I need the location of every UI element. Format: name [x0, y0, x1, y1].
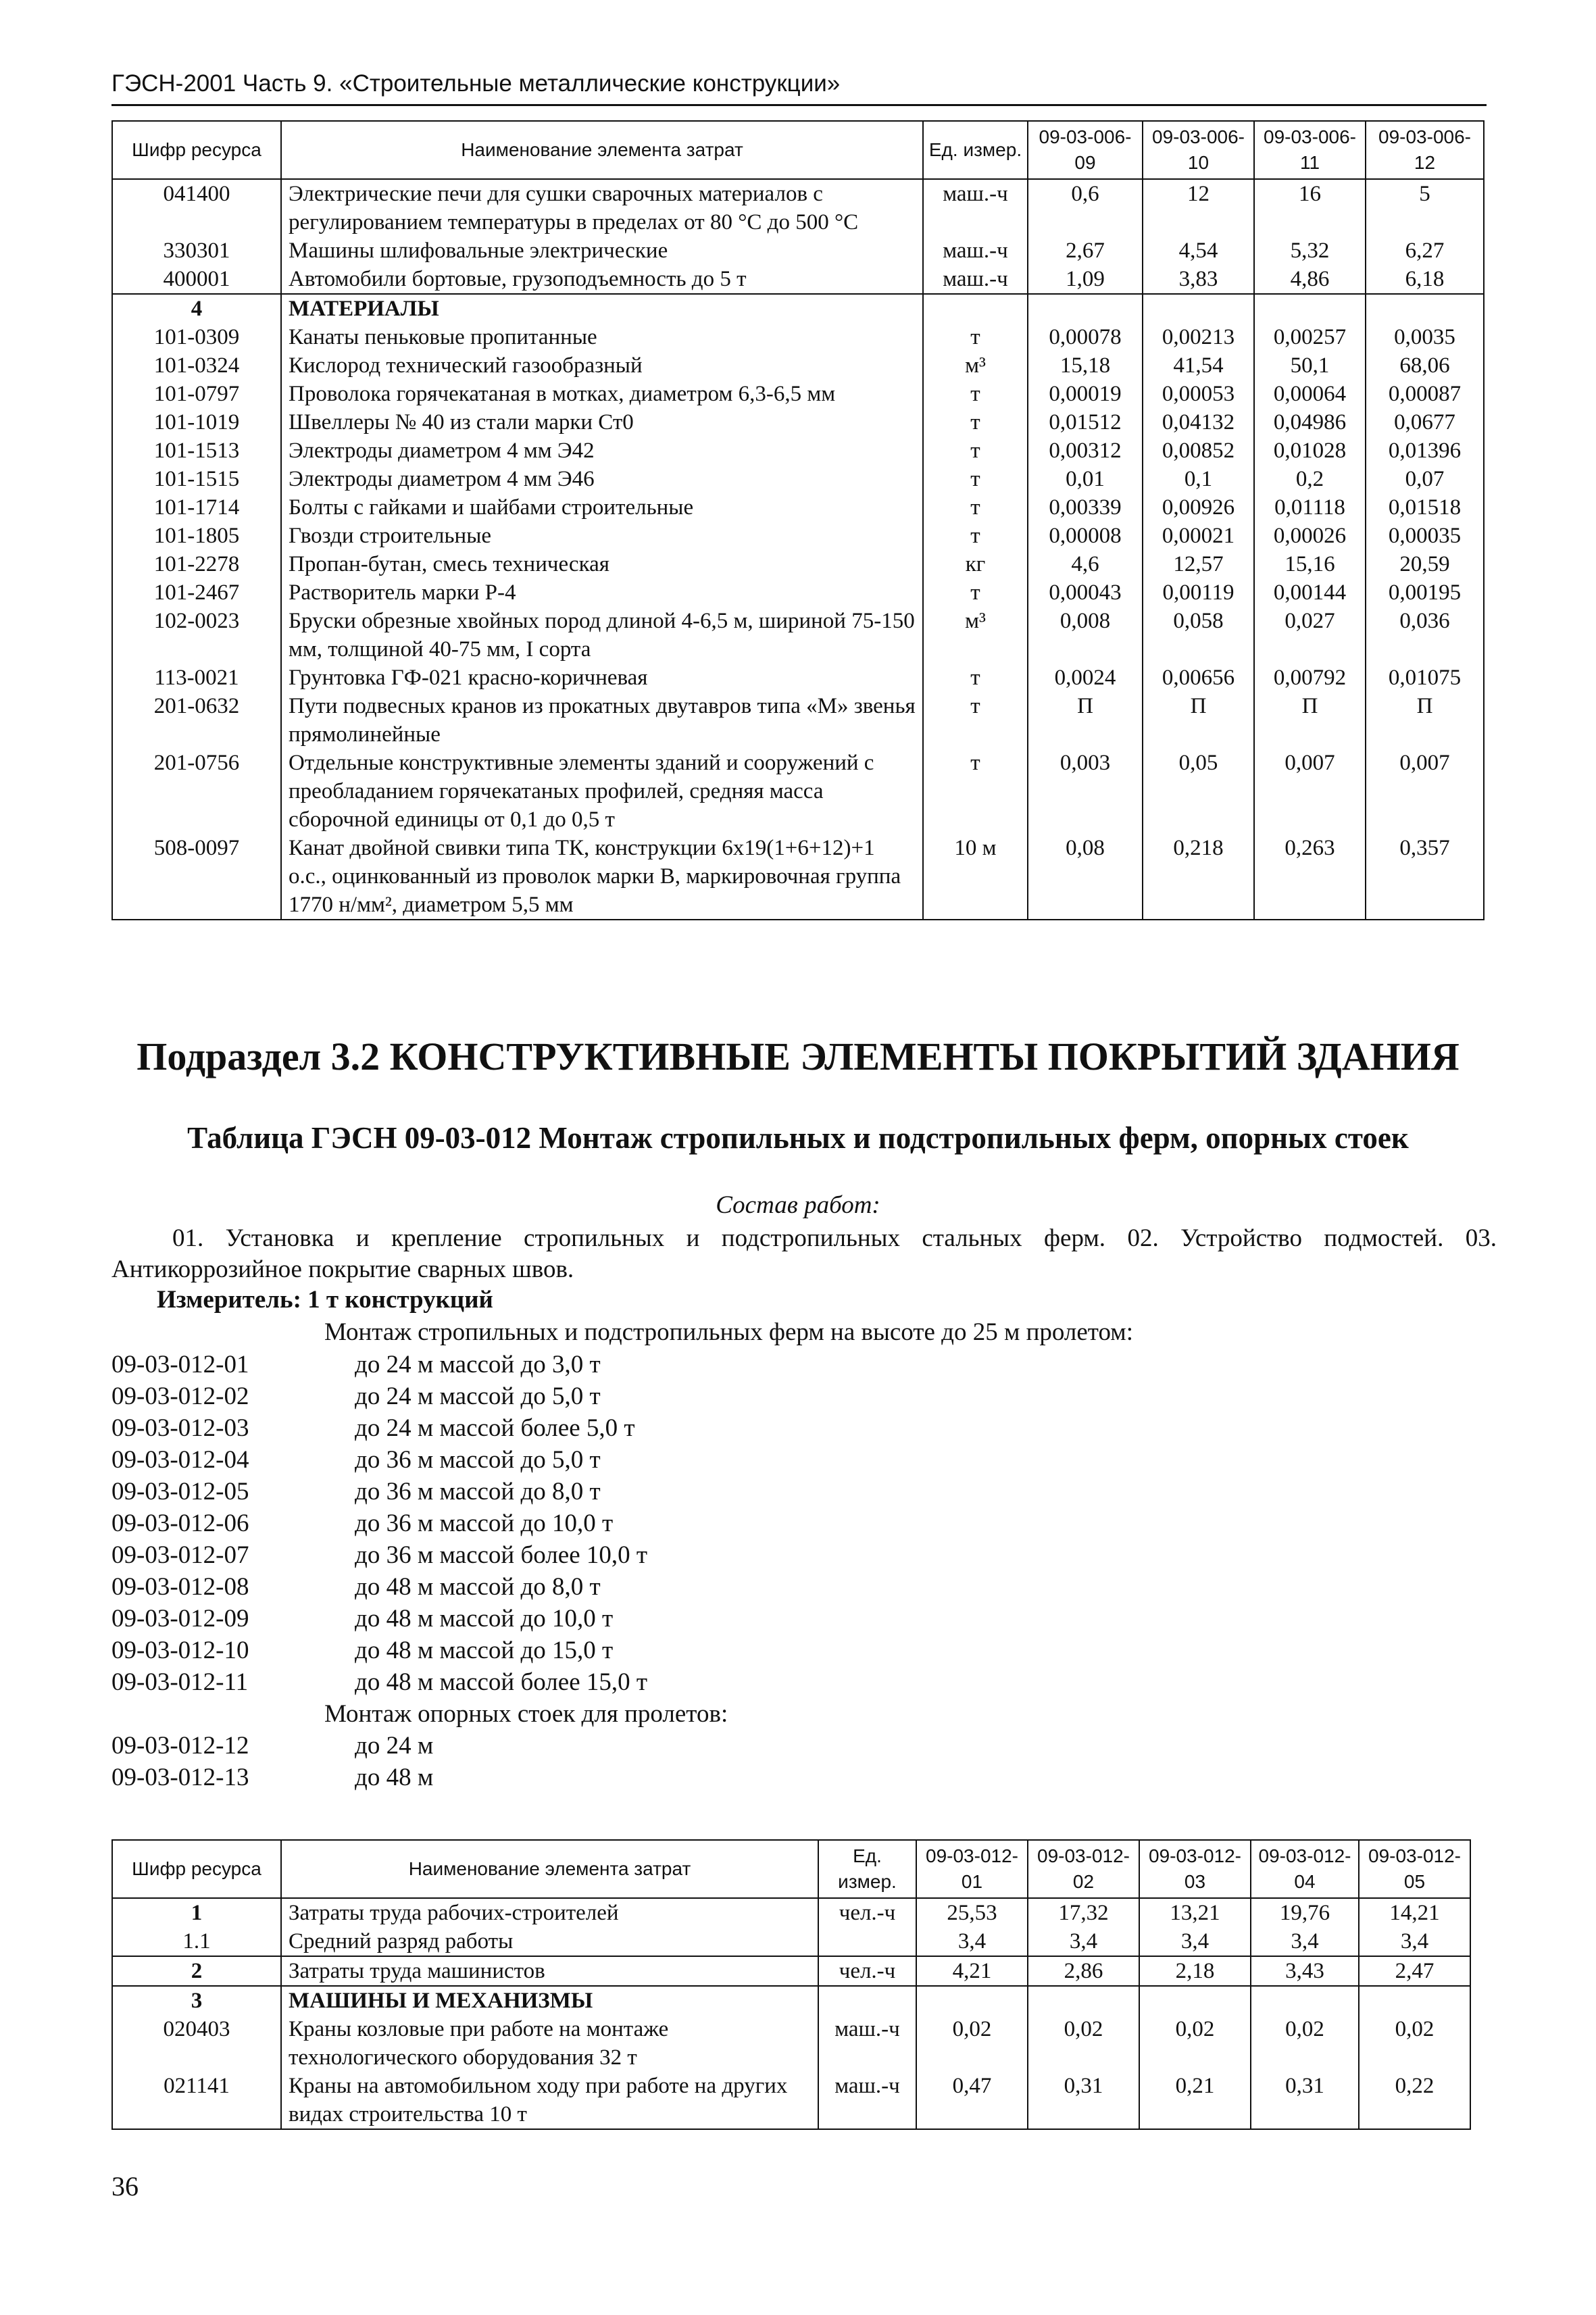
value-cell: 0,02: [916, 2015, 1028, 2072]
resource-code-cell: 2: [112, 1956, 281, 1986]
value-cell: 0,07: [1366, 465, 1484, 493]
unit-cell: т: [923, 465, 1028, 493]
value-cell: 0,01028: [1254, 437, 1366, 465]
norm-code: 09-03-012-08: [111, 1573, 249, 1601]
value-cell: 0,00656: [1143, 664, 1254, 692]
resource-name-cell: Канат двойной свивки типа ТК, конструкции 6х19(1+6+12)+1 о.с., оцинкованный из проволок марки В, маркировочная группа 1770 н/мм², диаметром 5,5 мм: [281, 834, 923, 920]
value-cell: 0,036: [1366, 607, 1484, 664]
value-cell: 0,027: [1254, 607, 1366, 664]
resource-code-cell: 102-0023: [112, 607, 281, 664]
table-row: [112, 1898, 1470, 1927]
resource-name-cell: Растворитель марки Р-4: [281, 578, 923, 607]
resource-code-cell: 400001: [112, 265, 281, 294]
header-cell: 09-03-012-02: [1028, 1840, 1139, 1898]
table-row: [112, 607, 1484, 664]
resource-code-cell: 201-0756: [112, 749, 281, 834]
table-row: [112, 351, 1484, 380]
norm-code-row: [111, 1571, 728, 1603]
norm-code-row: [111, 1762, 728, 1793]
norm-code: 09-03-012-05: [111, 1478, 249, 1505]
resource-code-cell: 1: [112, 1898, 281, 1927]
resource-name-cell: Затраты труда машинистов: [281, 1956, 818, 1986]
value-cell: 4,54: [1143, 237, 1254, 265]
value-cell: 0,2: [1254, 465, 1366, 493]
resource-code-cell: 041400: [112, 179, 281, 237]
table-row: [112, 408, 1484, 437]
table-row: [112, 294, 1484, 323]
table-header-row: [112, 121, 1484, 179]
value-cell: 0,21: [1139, 2072, 1251, 2129]
value-cell: 5: [1366, 179, 1484, 237]
value-cell: 0,47: [916, 2072, 1028, 2129]
resource-name-cell: Проволока горячекатаная в мотках, диаметром 6,3-6,5 мм: [281, 380, 923, 408]
header-cell: Наименование элемента затрат: [281, 1840, 818, 1898]
value-cell: [1366, 294, 1484, 323]
norm-description: до 36 м массой до 10,0 т: [355, 1510, 614, 1537]
resource-code-cell: 101-2467: [112, 578, 281, 607]
value-cell: 0,00026: [1254, 522, 1366, 550]
norm-description: до 36 м массой до 5,0 т: [355, 1446, 601, 1474]
norm-code-row: [111, 1380, 728, 1412]
norm-code-row: [111, 1444, 728, 1476]
table-row: [112, 749, 1484, 834]
norm-code: 09-03-012-07: [111, 1541, 249, 1569]
resource-name-cell: Канаты пеньковые пропитанные: [281, 323, 923, 351]
measure-value: 1 т конструкций: [307, 1286, 493, 1314]
value-cell: П: [1143, 692, 1254, 749]
table-row: [112, 237, 1484, 265]
value-cell: 20,59: [1366, 550, 1484, 578]
value-cell: 0,00213: [1143, 323, 1254, 351]
unit-cell: т: [923, 692, 1028, 749]
resource-code-cell: 020403: [112, 2015, 281, 2072]
value-cell: 0,00043: [1028, 578, 1143, 607]
value-cell: 41,54: [1143, 351, 1254, 380]
table-row: [112, 380, 1484, 408]
header-cell: Наименование элемента затрат: [281, 121, 923, 179]
resource-name-cell: Автомобили бортовые, грузоподъемность до 5 т: [281, 265, 923, 294]
value-cell: 0,263: [1254, 834, 1366, 920]
resource-name-cell: Болты с гайками и шайбами строительные: [281, 493, 923, 522]
value-cell: 0,02: [1359, 2015, 1470, 2072]
resource-name-cell: Кислород технический газообразный: [281, 351, 923, 380]
value-cell: 3,4: [1251, 1927, 1359, 1956]
works-text: 01. Установка и крепление стропильных и подстропильных стальных ферм. 02. Устройство подмостей. 03. Антикоррозийное покрытие сварных швов.: [111, 1224, 1497, 1283]
unit-cell: маш.-ч: [923, 265, 1028, 294]
table-row: [112, 522, 1484, 550]
norm-description: до 36 м массой более 10,0 т: [355, 1541, 648, 1569]
norm-code: 09-03-012-01: [111, 1351, 249, 1378]
value-cell: 17,32: [1028, 1898, 1139, 1927]
value-cell: 13,21: [1139, 1898, 1251, 1927]
value-cell: 2,67: [1028, 237, 1143, 265]
table-row: [112, 1986, 1470, 2015]
norm-description: до 24 м массой до 3,0 т: [355, 1351, 601, 1378]
value-cell: 0,08: [1028, 834, 1143, 920]
unit-cell: т: [923, 578, 1028, 607]
value-cell: 2,47: [1359, 1956, 1470, 1986]
value-cell: 4,86: [1254, 265, 1366, 294]
value-cell: 0,007: [1366, 749, 1484, 834]
norm-code-row: [111, 1539, 728, 1571]
value-cell: 0,357: [1366, 834, 1484, 920]
subsection-title: Подраздел 3.2 КОНСТРУКТИВНЫЕ ЭЛЕМЕНТЫ ПОКРЫТИЙ ЗДАНИЯ: [136, 1035, 1460, 1078]
value-cell: 3,4: [1028, 1927, 1139, 1956]
table-row: [112, 2072, 1470, 2129]
resource-table-2: [111, 1839, 1471, 2130]
value-cell: 0,00257: [1254, 323, 1366, 351]
group1-title: Монтаж стропильных и подстропильных ферм на высоте до 25 м пролетом:: [324, 1318, 1133, 1346]
resource-name-cell: Пропан-бутан, смесь техническая: [281, 550, 923, 578]
resource-name-cell: Грунтовка ГФ-021 красно-коричневая: [281, 664, 923, 692]
norm-description: до 36 м массой до 8,0 т: [355, 1478, 601, 1505]
value-cell: 0,0035: [1366, 323, 1484, 351]
value-cell: 0,00021: [1143, 522, 1254, 550]
value-cell: 0,00119: [1143, 578, 1254, 607]
resource-code-cell: 113-0021: [112, 664, 281, 692]
value-cell: 0,0024: [1028, 664, 1143, 692]
value-cell: 15,18: [1028, 351, 1143, 380]
resource-code-cell: 101-0309: [112, 323, 281, 351]
value-cell: 0,05: [1143, 749, 1254, 834]
value-cell: 4,6: [1028, 550, 1143, 578]
unit-cell: т: [923, 493, 1028, 522]
resource-name-cell: Краны козловые при работе на монтаже технологического оборудования 32 т: [281, 2015, 818, 2072]
header-cell: 09-03-012-04: [1251, 1840, 1359, 1898]
header-cell: Ед. измер.: [818, 1840, 916, 1898]
value-cell: 0,31: [1251, 2072, 1359, 2129]
unit-cell: т: [923, 323, 1028, 351]
value-cell: П: [1254, 692, 1366, 749]
norm-code: 09-03-012-09: [111, 1605, 249, 1633]
value-cell: 0,02: [1139, 2015, 1251, 2072]
header-cell: 09-03-012-05: [1359, 1840, 1470, 1898]
value-cell: 25,53: [916, 1898, 1028, 1927]
resource-code-cell: 508-0097: [112, 834, 281, 920]
norm-code-row: [111, 1730, 728, 1762]
unit-cell: [923, 294, 1028, 323]
header-cell: 09-03-006-10: [1143, 121, 1254, 179]
value-cell: 0,31: [1028, 2072, 1139, 2129]
value-cell: П: [1366, 692, 1484, 749]
resource-code-cell: 201-0632: [112, 692, 281, 749]
norm-description: до 48 м массой до 8,0 т: [355, 1573, 601, 1601]
table-title: Таблица ГЭСН 09-03-012 Монтаж стропильных и подстропильных ферм, опорных стоек: [187, 1121, 1409, 1155]
resource-code-cell: 3: [112, 1986, 281, 2015]
value-cell: 0,01518: [1366, 493, 1484, 522]
value-cell: 0,008: [1028, 607, 1143, 664]
norm-code-row: [111, 1635, 728, 1666]
table-row: [112, 265, 1484, 294]
value-cell: [1254, 294, 1366, 323]
unit-cell: [818, 1927, 916, 1956]
value-cell: 0,00792: [1254, 664, 1366, 692]
value-cell: 2,86: [1028, 1956, 1139, 1986]
measure-label: Измеритель:: [157, 1286, 301, 1314]
value-cell: 0,00035: [1366, 522, 1484, 550]
value-cell: 0,00053: [1143, 380, 1254, 408]
norm-code-row: [111, 1603, 728, 1635]
value-cell: 6,18: [1366, 265, 1484, 294]
unit-cell: т: [923, 749, 1028, 834]
resource-code-cell: 101-1513: [112, 437, 281, 465]
value-cell: 14,21: [1359, 1898, 1470, 1927]
norm-description: до 48 м массой более 15,0 т: [355, 1668, 648, 1696]
resource-code-cell: 330301: [112, 237, 281, 265]
resource-name-cell: МАШИНЫ И МЕХАНИЗМЫ: [281, 1986, 818, 2015]
resource-name-cell: Отдельные конструктивные элементы зданий и сооружений с преобладанием горячекатаных профилей, средняя масса сборочной единицы от 0,1 до 0,5 т: [281, 749, 923, 834]
header-cell: 09-03-012-01: [916, 1840, 1028, 1898]
resource-code-cell: 101-1515: [112, 465, 281, 493]
value-cell: 0,01: [1028, 465, 1143, 493]
value-cell: 12: [1143, 179, 1254, 237]
resource-code-cell: 4: [112, 294, 281, 323]
unit-cell: маш.-ч: [818, 2072, 916, 2129]
value-cell: 0,01396: [1366, 437, 1484, 465]
norm-description: до 24 м массой до 5,0 т: [355, 1383, 601, 1410]
value-cell: 15,16: [1254, 550, 1366, 578]
table-row: [112, 550, 1484, 578]
unit-cell: маш.-ч: [818, 2015, 916, 2072]
value-cell: 3,83: [1143, 265, 1254, 294]
resource-name-cell: Краны на автомобильном ходу при работе на других видах строительства 10 т: [281, 2072, 818, 2129]
measure-line: [157, 1285, 493, 1314]
table-row: [112, 493, 1484, 522]
norm-description: до 48 м массой до 10,0 т: [355, 1605, 614, 1633]
norm-code-row: [111, 1476, 728, 1508]
value-cell: 3,4: [916, 1927, 1028, 1956]
value-cell: 0,00339: [1028, 493, 1143, 522]
value-cell: 0,0677: [1366, 408, 1484, 437]
value-cell: [1251, 1986, 1359, 2015]
resource-name-cell: Гвозди строительные: [281, 522, 923, 550]
table-row: [112, 834, 1484, 920]
value-cell: 0,00852: [1143, 437, 1254, 465]
value-cell: 0,22: [1359, 2072, 1470, 2129]
value-cell: [1139, 1986, 1251, 2015]
header-cell: 09-03-006-09: [1028, 121, 1143, 179]
table-row: [112, 692, 1484, 749]
resource-code-cell: 021141: [112, 2072, 281, 2129]
value-cell: 2,18: [1139, 1956, 1251, 1986]
unit-cell: чел.-ч: [818, 1956, 916, 1986]
value-cell: 0,04986: [1254, 408, 1366, 437]
value-cell: 4,21: [916, 1956, 1028, 1986]
value-cell: 0,01512: [1028, 408, 1143, 437]
page-number: 36: [111, 2171, 139, 2201]
norm-code-row: [111, 1349, 728, 1380]
running-header: ГЭСН-2001 Часть 9. «Строительные металлические конструкции»: [111, 70, 1487, 106]
norm-code: 09-03-012-02: [111, 1383, 249, 1410]
resource-table-1: [111, 120, 1485, 920]
table-row: [112, 437, 1484, 465]
value-cell: 0,00195: [1366, 578, 1484, 607]
value-cell: 0,00064: [1254, 380, 1366, 408]
resource-name-cell: МАТЕРИАЛЫ: [281, 294, 923, 323]
unit-cell: маш.-ч: [923, 237, 1028, 265]
resource-code-cell: 101-0797: [112, 380, 281, 408]
table-row: [112, 2015, 1470, 2072]
norm-description: до 24 м: [355, 1732, 434, 1760]
resource-code-cell: 101-1805: [112, 522, 281, 550]
resource-name-cell: Бруски обрезные хвойных пород длиной 4-6,5 м, шириной 75-150 мм, толщиной 40-75 мм, I сорта: [281, 607, 923, 664]
value-cell: 0,00144: [1254, 578, 1366, 607]
header-cell: Шифр ресурса: [112, 121, 281, 179]
value-cell: 12,57: [1143, 550, 1254, 578]
value-cell: 0,218: [1143, 834, 1254, 920]
resource-name-cell: Швеллеры № 40 из стали марки Ст0: [281, 408, 923, 437]
resource-name-cell: Затраты труда рабочих-строителей: [281, 1898, 818, 1927]
resource-code-cell: 101-2278: [112, 550, 281, 578]
table-row: [112, 578, 1484, 607]
table-header-row: [112, 1840, 1470, 1898]
unit-cell: т: [923, 522, 1028, 550]
value-cell: [1028, 1986, 1139, 2015]
norm-description: до 48 м массой до 15,0 т: [355, 1637, 614, 1664]
value-cell: 68,06: [1366, 351, 1484, 380]
unit-cell: м³: [923, 351, 1028, 380]
value-cell: 0,00019: [1028, 380, 1143, 408]
value-cell: 3,43: [1251, 1956, 1359, 1986]
value-cell: 6,27: [1366, 237, 1484, 265]
value-cell: 0,007: [1254, 749, 1366, 834]
value-cell: 1,09: [1028, 265, 1143, 294]
table-row: [112, 664, 1484, 692]
table-row: [112, 1927, 1470, 1956]
value-cell: П: [1028, 692, 1143, 749]
unit-cell: кг: [923, 550, 1028, 578]
header-cell: Ед. измер.: [923, 121, 1028, 179]
unit-cell: м³: [923, 607, 1028, 664]
header-cell: 09-03-006-12: [1366, 121, 1484, 179]
value-cell: 0,02: [1028, 2015, 1139, 2072]
norm-code-row: [111, 1412, 728, 1444]
value-cell: 5,32: [1254, 237, 1366, 265]
value-cell: 0,01075: [1366, 664, 1484, 692]
value-cell: [916, 1986, 1028, 2015]
table-row: [112, 465, 1484, 493]
value-cell: 3,4: [1359, 1927, 1470, 1956]
resource-name-cell: Средний разряд работы: [281, 1927, 818, 1956]
unit-cell: т: [923, 380, 1028, 408]
value-cell: 0,01118: [1254, 493, 1366, 522]
norm-description: до 48 м: [355, 1764, 434, 1791]
unit-cell: чел.-ч: [818, 1898, 916, 1927]
value-cell: 0,00087: [1366, 380, 1484, 408]
table-row: [112, 323, 1484, 351]
header-cell: Шифр ресурса: [112, 1840, 281, 1898]
value-cell: 0,1: [1143, 465, 1254, 493]
value-cell: 3,4: [1139, 1927, 1251, 1956]
value-cell: 0,058: [1143, 607, 1254, 664]
norm-description: до 24 м массой более 5,0 т: [355, 1414, 635, 1442]
resource-code-cell: 1.1: [112, 1927, 281, 1956]
value-cell: 0,00078: [1028, 323, 1143, 351]
norm-code: 09-03-012-10: [111, 1637, 249, 1664]
resource-code-cell: 101-1714: [112, 493, 281, 522]
unit-cell: т: [923, 437, 1028, 465]
value-cell: 0,04132: [1143, 408, 1254, 437]
sostav-label: Состав работ:: [716, 1191, 880, 1219]
value-cell: [1359, 1986, 1470, 2015]
resource-name-cell: Пути подвесных кранов из прокатных двутавров типа «М» звенья прямолинейные: [281, 692, 923, 749]
norm-code: 09-03-012-12: [111, 1732, 249, 1760]
norm-code: 09-03-012-06: [111, 1510, 249, 1537]
value-cell: 0,6: [1028, 179, 1143, 237]
value-cell: 16: [1254, 179, 1366, 237]
table-row: [112, 1956, 1470, 1986]
norm-code-row: [111, 1666, 728, 1698]
unit-cell: маш.-ч: [923, 179, 1028, 237]
group2-title: Монтаж опорных стоек для пролетов:: [324, 1700, 728, 1728]
value-cell: 0,00312: [1028, 437, 1143, 465]
resource-name-cell: Электроды диаметром 4 мм Э42: [281, 437, 923, 465]
norm-code: 09-03-012-04: [111, 1446, 249, 1474]
norm-code: 09-03-012-11: [111, 1668, 249, 1696]
resource-name-cell: Электрические печи для сушки сварочных материалов с регулированием температуры в пределах от 80 °С до 500 °С: [281, 179, 923, 237]
value-cell: 0,02: [1251, 2015, 1359, 2072]
header-cell: 09-03-012-03: [1139, 1840, 1251, 1898]
resource-code-cell: 101-0324: [112, 351, 281, 380]
resource-code-cell: 101-1019: [112, 408, 281, 437]
table-row: [112, 179, 1484, 237]
norm-code-row: [111, 1508, 728, 1539]
unit-cell: [818, 1986, 916, 2015]
value-cell: 0,00926: [1143, 493, 1254, 522]
value-cell: 50,1: [1254, 351, 1366, 380]
resource-name-cell: Машины шлифовальные электрические: [281, 237, 923, 265]
resource-name-cell: Электроды диаметром 4 мм Э46: [281, 465, 923, 493]
value-cell: 0,003: [1028, 749, 1143, 834]
norm-code: 09-03-012-03: [111, 1414, 249, 1442]
value-cell: 0,00008: [1028, 522, 1143, 550]
unit-cell: т: [923, 664, 1028, 692]
header-cell: 09-03-006-11: [1254, 121, 1366, 179]
value-cell: [1028, 294, 1143, 323]
unit-cell: 10 м: [923, 834, 1028, 920]
value-cell: [1143, 294, 1254, 323]
unit-cell: т: [923, 408, 1028, 437]
norm-code: 09-03-012-13: [111, 1764, 249, 1791]
norm-code-list: [111, 1349, 728, 1793]
value-cell: 19,76: [1251, 1898, 1359, 1927]
